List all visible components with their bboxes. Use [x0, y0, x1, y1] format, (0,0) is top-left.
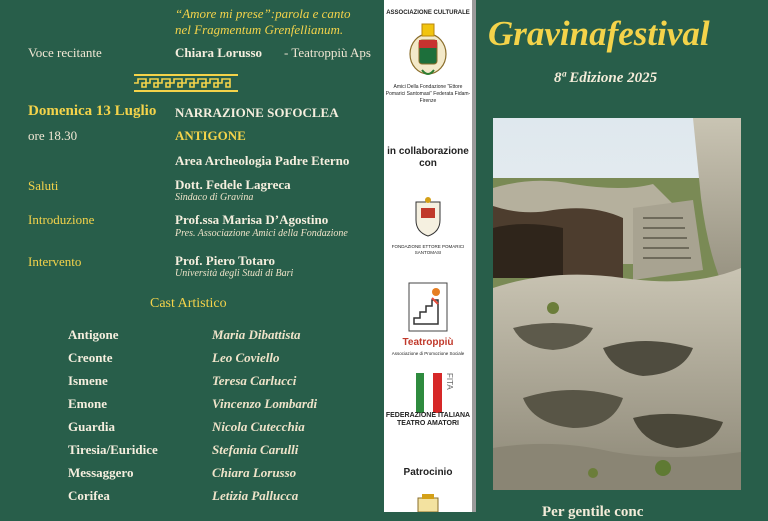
cast-actor: Stefania Carulli [212, 442, 299, 457]
row-name: Dott. Fedele Lagreca [175, 177, 291, 192]
cast-role: Messaggero [68, 465, 134, 480]
archaeological-site-photo [493, 118, 741, 490]
row-role: Università degli Studi di Bari [175, 268, 294, 279]
row-name: Prof. Piero Totaro [175, 253, 276, 268]
top-quote-2: nel Fragmentum Grenfellianum. [175, 22, 344, 37]
cast-role: Antigone [68, 327, 119, 342]
event-type: NARRAZIONE SOFOCLEA [175, 105, 339, 120]
voce-value: Chiara Lorusso [175, 45, 263, 60]
collab-text: in collaborazione con [387, 146, 469, 169]
event-title: ANTIGONE [175, 128, 246, 143]
bottom-text: Per gentile conc [542, 504, 644, 520]
teatroppiu-sub: Associazione di Promozione Sociale [391, 351, 465, 356]
event-time: ore 18.30 [28, 128, 78, 143]
cast-role: Ismene [68, 373, 108, 388]
cast-role: Creonte [68, 350, 113, 365]
program-panel [0, 0, 384, 512]
cast-actor: Leo Coviello [212, 350, 280, 365]
fita-flag-icon [416, 373, 442, 413]
greek-key-ornament [134, 74, 238, 92]
cover-panel [476, 0, 768, 520]
assoc-title: ASSOCIAZIONE CULTURALE [386, 10, 470, 16]
top-quote: “Amore mi prese”:parola e canto [175, 6, 351, 21]
event-venue: Area Archeologia Padre Eterno [175, 153, 350, 168]
teatroppiu-name: Teatroppiù [402, 337, 454, 348]
cast-actor: Teresa Carlucci [212, 373, 297, 388]
cast-actor: Maria Dibattista [212, 327, 301, 342]
teatroppiu-logo-icon [408, 282, 448, 332]
fondazione-crest-icon [412, 196, 444, 238]
cast-actor: Nicola Cutecchia [212, 419, 305, 434]
cast-actor: Letizia Pallucca [212, 488, 299, 503]
voce-company: - Teatroppiù Aps [284, 45, 371, 60]
sponsor-strip [384, 0, 472, 512]
coat-of-arms-icon [406, 20, 450, 80]
cast-role: Emone [68, 396, 107, 411]
row-name: Prof.ssa Marisa D’Agostino [175, 212, 329, 227]
cast-actor: Chiara Lorusso [212, 465, 297, 480]
row-role: Sindaco di Gravina [175, 192, 254, 203]
row-label: Introduzione [28, 212, 95, 227]
edition-label: 8ª Edizione 2025 [554, 70, 658, 86]
fita-text: FEDERAZIONE ITALIANA TEATRO AMATORI [385, 412, 471, 427]
patrocinio-crest-icon [416, 494, 440, 512]
cast-role: Corifea [68, 488, 110, 503]
assoc-text: Amici Della Fondazione “Ettore Pomarici Santomasi” Federata Fidam-Firenze [385, 84, 471, 104]
cast-role: Tiresia/Euridice [68, 442, 158, 457]
fondazione-text: FONDAZIONE ETTORE POMARICI SANTOMASI [391, 244, 465, 255]
row-role: Pres. Associazione Amici della Fondazione [175, 228, 348, 239]
cast-title: Cast Artistico [150, 296, 227, 311]
fita-logo-text: FITA [445, 373, 454, 390]
voce-label: Voce recitante [28, 45, 102, 60]
patrocinio-label: Patrocinio [403, 467, 453, 478]
cast-actor: Vincenzo Lombardi [212, 396, 318, 411]
row-label: Saluti [28, 178, 59, 193]
row-label: Intervento [28, 254, 82, 269]
festival-title: Gravinafestival [488, 14, 710, 53]
cast-role: Guardia [68, 419, 115, 434]
event-date: Domenica 13 Luglio [28, 103, 157, 119]
